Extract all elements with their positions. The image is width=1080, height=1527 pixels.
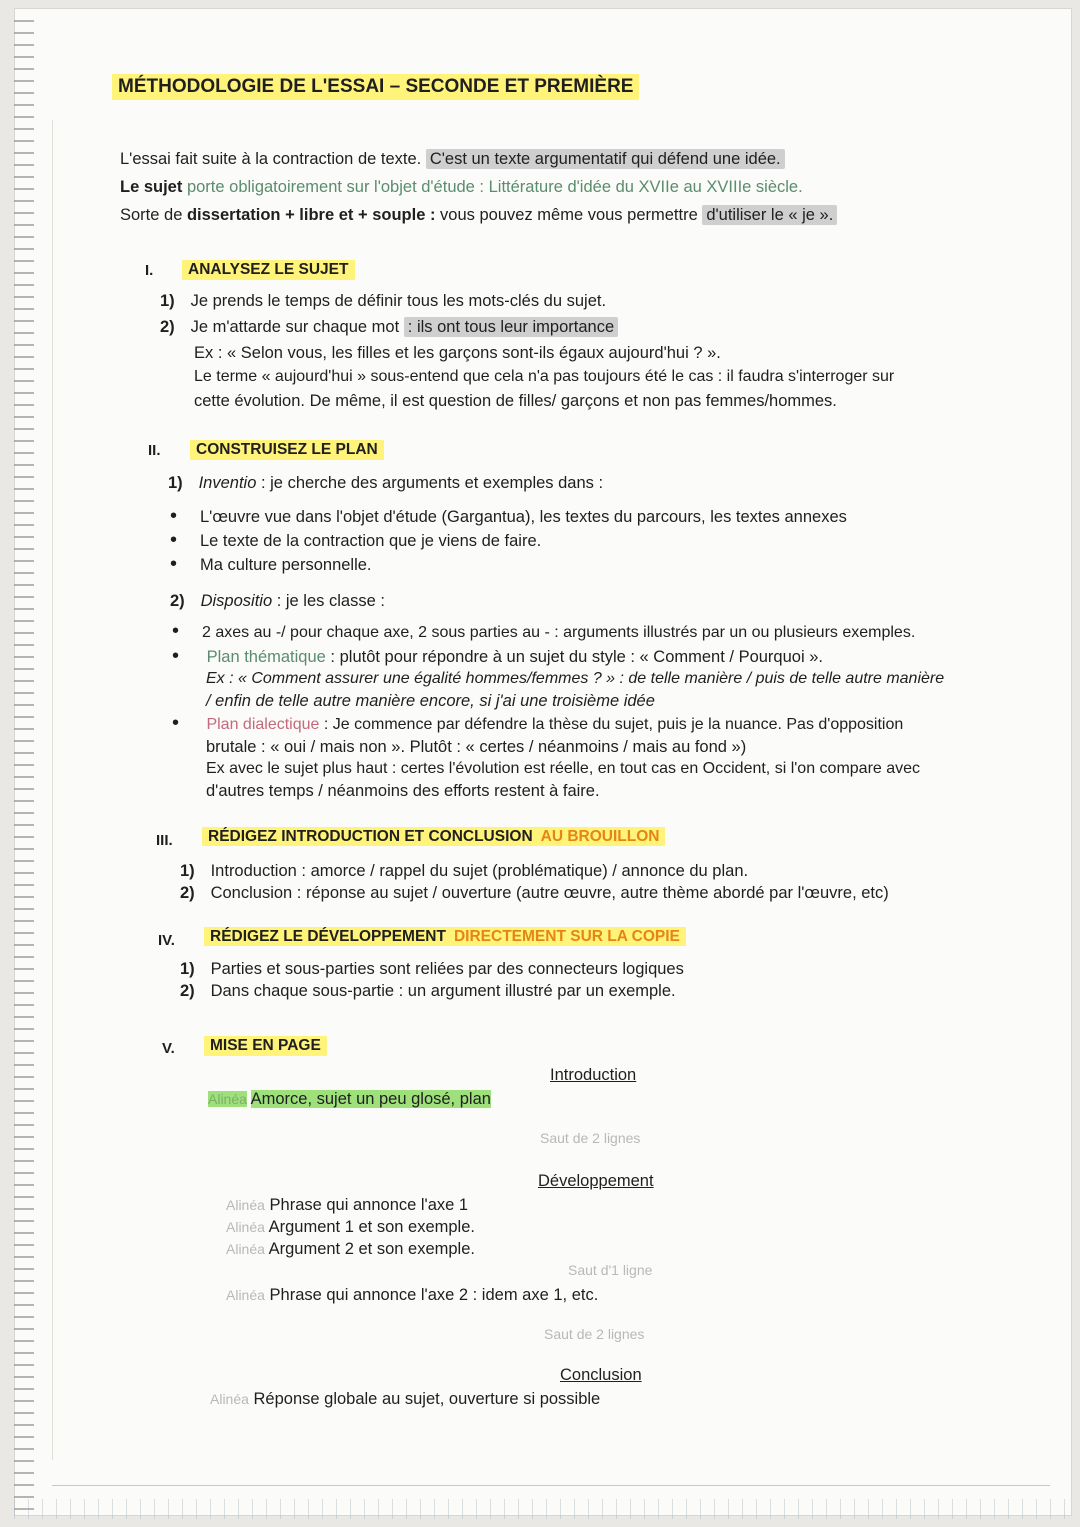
intro-text: L'essai fait suite à la contraction de texte. [120, 150, 422, 168]
section-3-number: III. [156, 832, 173, 849]
intro-line-1 [120, 150, 785, 169]
layout-line-text: Argument 2 et son exemple. [268, 1240, 475, 1258]
intro-bold: dissertation + libre et + souple : [186, 206, 436, 224]
alinea-label: Alinéa [226, 1287, 265, 1303]
layout-dev-line-3 [226, 1240, 475, 1259]
layout-line-text: Phrase qui annonce l'axe 2 : idem axe 1, etc. [269, 1286, 599, 1304]
item-text: : je les classe : [272, 592, 385, 610]
section-2-example-1: Ex : « Comment assurer une égalité hommes/femmes ? » : de telle manière / puis de telle autre manière [206, 670, 945, 687]
item-number: 1) [180, 862, 195, 880]
section-2-example-2: / enfin de telle autre manière encore, si j'ai une troisième idée [206, 692, 655, 710]
section-4-item-2 [180, 982, 676, 1001]
section-title-main: RÉDIGEZ LE DÉVELOPPEMENT [204, 927, 452, 946]
alinea-label: Alinéa [226, 1219, 265, 1235]
item-term: Inventio [198, 474, 257, 492]
section-1-example-3: cette évolution. De même, il est question de filles/ garçons et non pas femmes/hommes. [194, 392, 837, 410]
layout-conclusion-line [210, 1390, 600, 1409]
section-title-accent: DIRECTEMENT SUR LA COPIE [452, 927, 686, 946]
section-4-number: IV. [158, 932, 175, 949]
alinea-label: Alinéa [226, 1197, 265, 1213]
section-3-item-1 [180, 862, 748, 881]
section-3-title [202, 828, 665, 846]
section-1-example: Ex : « Selon vous, les filles et les garçons sont-ils égaux aujourd'hui ? ». [194, 344, 721, 362]
section-title-main: RÉDIGEZ INTRODUCTION ET CONCLUSION [202, 827, 539, 846]
section-5-title: MISE EN PAGE [204, 1036, 327, 1056]
intro-line-2 [120, 178, 803, 197]
layout-conclusion-heading: Conclusion [560, 1366, 642, 1384]
item-number: 1) [160, 292, 175, 310]
item-text: Je m'attarde sur chaque mot [190, 318, 400, 336]
layout-line-text: Amorce, sujet un peu glosé, plan [250, 1090, 491, 1108]
layout-introduction-heading: Introduction [550, 1066, 637, 1084]
item-text: : plutôt pour répondre à un sujet du style : « Comment / Pourquoi ». [325, 648, 823, 666]
layout-development-heading: Développement [538, 1172, 654, 1190]
item-text: Dans chaque sous-partie : un argument illustré par un exemple. [210, 982, 676, 1000]
layout-introduction-line [208, 1090, 491, 1109]
item-text: Parties et sous-parties sont reliées par des connecteurs logiques [210, 960, 684, 978]
section-3-item-2 [180, 884, 889, 903]
section-5-number: V. [162, 1040, 175, 1057]
item-text: Introduction : amorce / rappel du sujet (problématique) / annonce du plan. [210, 862, 749, 880]
item-term: Dispositio [200, 592, 273, 610]
layout-dev-line-4 [226, 1286, 598, 1305]
layout-dev-line-1 [226, 1196, 468, 1215]
item-number: 2) [180, 884, 195, 902]
section-2-dialectique-3: Ex avec le sujet plus haut : certes l'évolution est réelle, en tout cas en Occident, si l'on compare avec [206, 760, 921, 777]
intro-highlight: C'est un texte argumentatif qui défend une idée. [426, 149, 785, 169]
section-title-accent: AU BROUILLON [539, 827, 666, 846]
layout-spacing-note: Saut de 2 lignes [544, 1326, 645, 1342]
section-1-number: I. [145, 262, 154, 279]
item-text: : je cherche des arguments et exemples dans : [256, 474, 604, 492]
item-number: 2) [180, 982, 195, 1000]
layout-line-text: Argument 1 et son exemple. [268, 1218, 475, 1236]
section-2-bullet-5 [172, 648, 823, 667]
section-2-item-2 [170, 592, 385, 611]
layout-spacing-note: Saut d'1 ligne [568, 1262, 653, 1278]
section-1-example-2: Le terme « aujourd'hui » sous-entend que cela n'a pas toujours été le cas : il faudra s'interroger sur [194, 368, 895, 385]
item-text: Conclusion : réponse au sujet / ouverture (autre œuvre, autre thème abordé par l'œuvre, etc) [210, 884, 889, 902]
section-4-title [204, 928, 686, 946]
intro-highlight: d'utiliser le « je ». [702, 205, 837, 225]
intro-line-3 [120, 206, 837, 225]
section-2-title: CONSTRUISEZ LE PLAN [190, 440, 384, 460]
document-title: MÉTHODOLOGIE DE L'ESSAI – SECONDE ET PREMIÈRE [112, 74, 639, 100]
item-number: 1) [168, 474, 183, 492]
intro-subject-label: Le sujet [120, 178, 183, 196]
item-number: 2) [160, 318, 175, 336]
intro-text: vous pouvez même vous permettre [440, 206, 698, 224]
layout-spacing-note: Saut de 2 lignes [540, 1130, 641, 1146]
section-2-dialectique-2: brutale : « oui / mais non ». Plutôt : « certes / néanmoins / mais au fond ») [206, 738, 747, 756]
section-1-item-2 [160, 318, 618, 337]
alinea-label: Alinéa [226, 1241, 265, 1257]
layout-line-text: Réponse globale au sujet, ouverture si possible [253, 1390, 601, 1408]
intro-text: Sorte de [120, 206, 183, 224]
section-1-item-1 [160, 292, 606, 311]
section-1-title: ANALYSEZ LE SUJET [182, 260, 355, 280]
intro-subject-text: porte obligatoirement sur l'objet d'étude : Littérature d'idée du XVIIe au XVIIIe siècle. [186, 178, 803, 196]
section-4-item-1 [180, 960, 684, 979]
plan-thematique-label: Plan thématique [206, 648, 326, 666]
section-2-number: II. [148, 442, 161, 459]
alinea-label: Alinéa [208, 1091, 247, 1107]
item-number: 1) [180, 960, 195, 978]
section-2-bullet-3: • Ma culture personnelle. [170, 556, 372, 575]
alinea-label: Alinéa [210, 1391, 249, 1407]
item-text: : Je commence par défendre la thèse du sujet, puis je la nuance. Pas d'opposition [319, 716, 904, 733]
section-2-bullet-6 [172, 716, 903, 734]
section-2-bullet-1: • L'œuvre vue dans l'objet d'étude (Gargantua), les textes du parcours, les textes annexes [170, 508, 847, 527]
section-2-item-1 [168, 474, 603, 493]
item-text: Je prends le temps de définir tous les mots-clés du sujet. [190, 292, 607, 310]
layout-dev-line-2 [226, 1218, 475, 1237]
section-2-bullet-4: • 2 axes au -/ pour chaque axe, 2 sous parties au - : arguments illustrés par un ou plusieurs exemples. [172, 624, 915, 642]
layout-line-text: Phrase qui annonce l'axe 1 [269, 1196, 469, 1214]
section-2-dialectique-4: d'autres temps / néanmoins des efforts restent à faire. [206, 782, 600, 800]
plan-dialectique-label: Plan dialectique [206, 716, 320, 733]
item-highlight: : ils ont tous leur importance [404, 317, 618, 337]
item-number: 2) [170, 592, 185, 610]
section-2-bullet-2: • Le texte de la contraction que je viens de faire. [170, 532, 541, 551]
